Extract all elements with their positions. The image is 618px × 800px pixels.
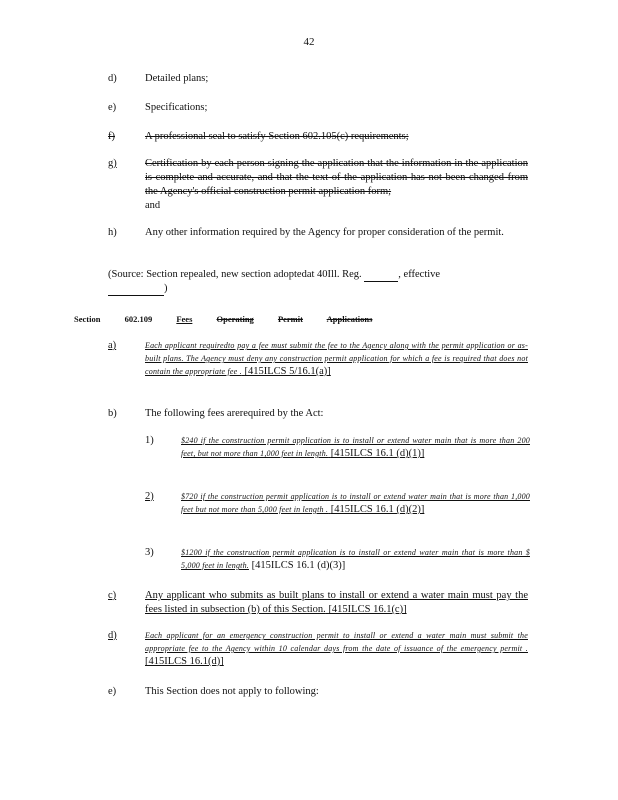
item-text: Any applicant who submits as built plans to install or extend a water main must pay the fees listed in subsection (b) of this Section. bbox=[145, 590, 528, 615]
item-e bbox=[108, 101, 528, 115]
item-marker: e) bbox=[108, 102, 117, 113]
statute-citation: [415ILCS 5/16.1(a)] bbox=[244, 366, 331, 377]
item-marker: b) bbox=[108, 408, 117, 419]
subsection-b1 bbox=[145, 434, 530, 476]
item-f bbox=[108, 130, 528, 144]
item-text: Certification by each person signing the application that the information in the application is complete and accurate, and that the text of the application has not been changed from the Agency's official construction permit application form; bbox=[145, 158, 528, 197]
section-word-applications: Applications bbox=[326, 314, 373, 324]
subsection-d bbox=[108, 629, 528, 671]
blank-line bbox=[108, 286, 164, 296]
item-text: A professional seal to satisfy Section 602.105(c) requirements; bbox=[145, 131, 409, 142]
source-effective: , effective bbox=[398, 269, 441, 280]
item-marker: d) bbox=[108, 73, 117, 84]
item-marker: h) bbox=[108, 227, 117, 238]
section-number: 602.109 bbox=[124, 314, 153, 324]
item-text: Each applicant for an emergency construction permit to install or extend a water main must submit the appropriate fee to the Agency within 10 calendar days from the date of issuance of the emergency permit . bbox=[145, 631, 528, 653]
statute-citation: [415ILCS 16.1 (d)(3)] bbox=[251, 560, 346, 571]
blank-line bbox=[364, 272, 398, 282]
item-marker: a) bbox=[108, 340, 117, 351]
section-heading bbox=[74, 314, 374, 324]
statute-citation: [415ILCS 16.1 (d)(1)] bbox=[330, 448, 425, 459]
item-h bbox=[108, 226, 528, 254]
item-tail: and bbox=[145, 200, 161, 211]
subsection-b bbox=[108, 407, 528, 421]
item-marker: e) bbox=[108, 686, 117, 697]
page-number: 42 bbox=[303, 36, 315, 48]
subsection-e bbox=[108, 685, 528, 699]
item-g bbox=[108, 157, 528, 213]
item-marker: g) bbox=[108, 158, 117, 169]
item-marker: 1) bbox=[145, 435, 154, 446]
item-marker: 3) bbox=[145, 547, 154, 558]
item-marker: f) bbox=[108, 131, 115, 142]
item-text: Each applicant requiredto pay a fee must submit the fee to the Agency along with the permit application or as-built plans. The Agency must deny any construction permit application for which a fee is required that does not contain the appropriate fee . bbox=[145, 341, 528, 376]
item-text: Specifications; bbox=[145, 102, 208, 113]
item-d bbox=[108, 72, 528, 86]
subsection-b2 bbox=[145, 490, 530, 532]
item-text: Detailed plans; bbox=[145, 73, 209, 84]
source-close: ) bbox=[164, 283, 168, 294]
statute-citation: [415ILCS 16.1(c)] bbox=[328, 604, 407, 615]
item-text: This Section does not apply to following: bbox=[145, 686, 319, 697]
source-note bbox=[108, 268, 528, 296]
item-text: $720 if the construction permit application is to install or extend water main that is more than 1,000 feet but not more than 5,000 feet in length . bbox=[181, 492, 530, 514]
statute-citation: [415ILCS 16.1 (d)(2)] bbox=[330, 504, 425, 515]
statute-citation: [415ILCS 16.1(d)] bbox=[145, 656, 224, 667]
item-text: Any other information required by the Agency for proper consideration of the permit. bbox=[145, 227, 504, 238]
section-word-permit: Permit bbox=[277, 314, 303, 324]
item-text: $1200 if the construction permit application is to install or extend water main that is more than $ 5,000 feet in length. bbox=[181, 548, 530, 570]
item-text: $240 if the construction permit application is to install or extend water main that is more than 200 feet, but not more than 1,000 feet in length. bbox=[181, 436, 530, 458]
section-label: Section bbox=[74, 314, 101, 324]
item-marker: c) bbox=[108, 590, 117, 601]
section-word-operating: Operating bbox=[216, 314, 254, 324]
subsection-c bbox=[108, 589, 528, 617]
source-prefix: (Source: Section repealed, new section adoptedat 40Ill. Reg. bbox=[108, 269, 362, 280]
section-word-fees: Fees bbox=[176, 314, 193, 324]
subsection-a bbox=[108, 339, 528, 395]
subsection-b3 bbox=[145, 546, 530, 574]
item-text: The following fees arerequired by the Act: bbox=[145, 408, 324, 419]
item-marker: 2) bbox=[145, 491, 154, 502]
item-marker: d) bbox=[108, 630, 117, 641]
